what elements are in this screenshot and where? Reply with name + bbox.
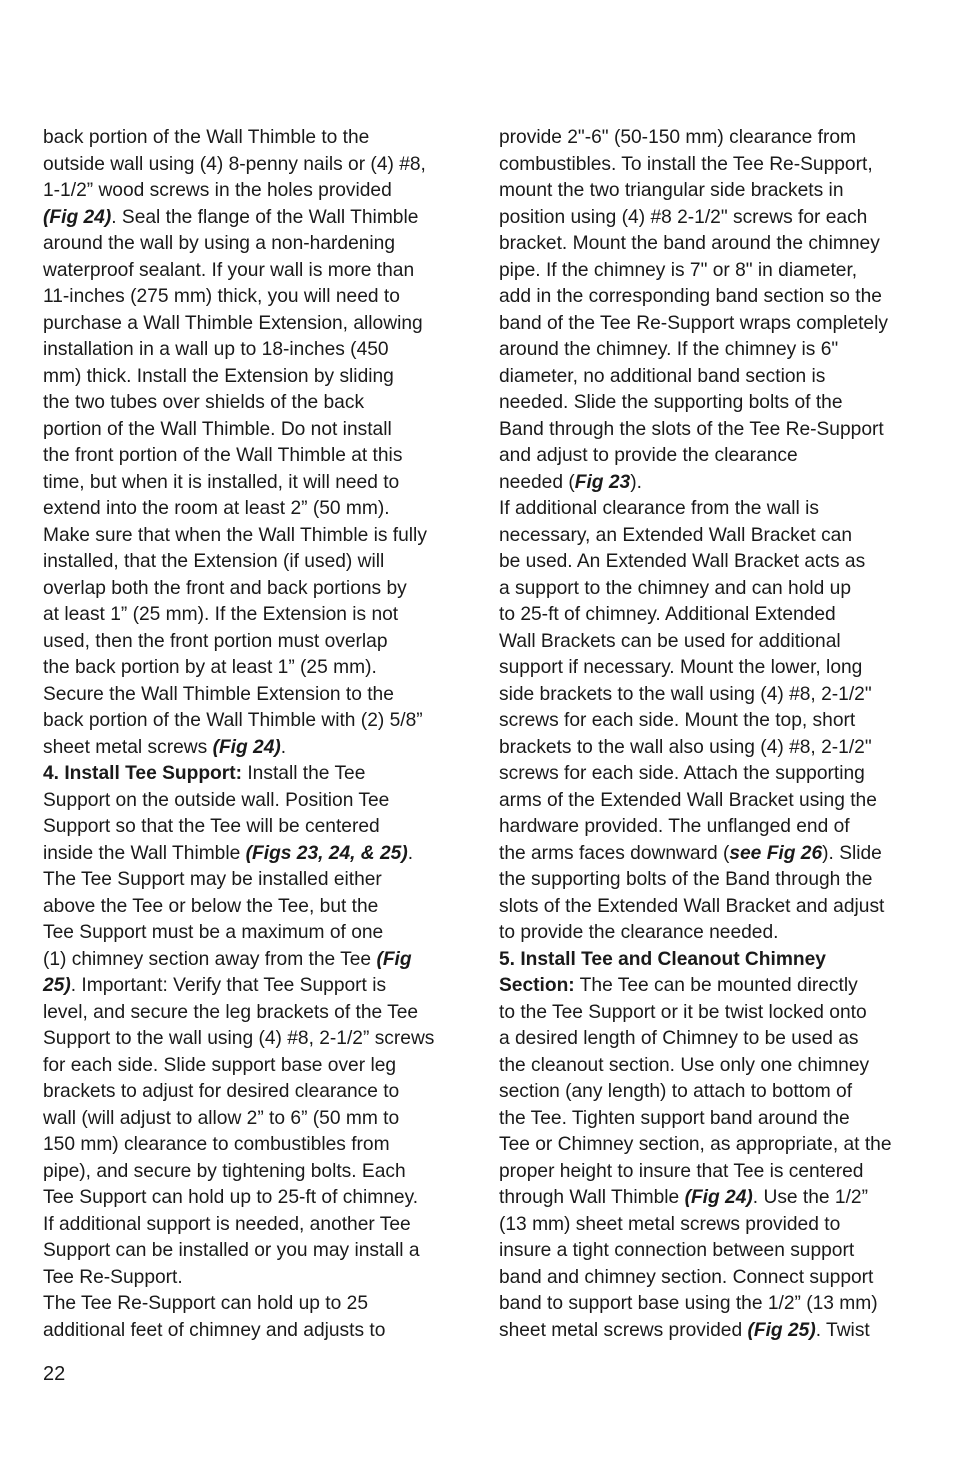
body-text: . Seal the flange of the Wall Thimble bbox=[111, 206, 419, 228]
body-text: waterproof sealant. If your wall is more than bbox=[43, 259, 415, 281]
text-line bbox=[499, 841, 919, 868]
body-text: back portion of the Wall Thimble to the bbox=[43, 127, 370, 148]
text-line bbox=[43, 311, 463, 338]
text-line bbox=[43, 1265, 463, 1292]
text-line bbox=[43, 1212, 463, 1239]
body-text: insure a tight connection between support bbox=[499, 1240, 855, 1261]
body-text: band to support base using the 1/2” (13 mm) bbox=[499, 1293, 878, 1314]
body-text: hardware provided. The unflanged end of bbox=[499, 816, 850, 837]
text-line bbox=[499, 258, 919, 285]
text-line bbox=[499, 1132, 919, 1159]
body-text: to provide the clearance needed. bbox=[499, 922, 779, 943]
text-line bbox=[499, 125, 919, 152]
body-text: Tee Support can hold up to 25-ft of chimney. bbox=[43, 1187, 419, 1208]
body-text: necessary, an Extended Wall Bracket can bbox=[499, 524, 853, 546]
text-line bbox=[499, 629, 919, 656]
emphasis-text: (Figs 23, 24, & 25) bbox=[245, 842, 408, 864]
right-text-column bbox=[499, 125, 919, 1344]
body-text: brackets to the wall also using (4) #8, 2-1/2" bbox=[499, 736, 872, 758]
body-text: provide 2"-6" (50-150 mm) clearance from bbox=[499, 127, 857, 148]
text-line bbox=[43, 1106, 463, 1133]
text-line bbox=[43, 152, 463, 179]
body-text: installed, that the Extension (if used) will bbox=[43, 551, 385, 572]
body-text: sheet metal screws provided bbox=[499, 1319, 748, 1341]
text-line bbox=[499, 655, 919, 682]
text-line bbox=[499, 470, 919, 497]
text-line bbox=[43, 178, 463, 205]
text-line bbox=[43, 1132, 463, 1159]
body-text: Band through the slots of the Tee Re-Support bbox=[499, 418, 884, 440]
text-line bbox=[43, 258, 463, 285]
body-text: The Tee Re-Support can hold up to 25 bbox=[43, 1293, 368, 1314]
body-text: through Wall Thimble bbox=[499, 1187, 685, 1208]
body-text: ). bbox=[630, 471, 642, 493]
body-text: the cleanout section. Use only one chimney bbox=[499, 1054, 870, 1076]
text-line bbox=[499, 417, 919, 444]
text-line bbox=[43, 523, 463, 550]
body-text: Tee or Chimney section, as appropriate, at the bbox=[499, 1134, 892, 1155]
body-text: ). Slide bbox=[822, 842, 882, 864]
body-text: 150 mm) clearance to combustibles from bbox=[43, 1134, 390, 1155]
body-text: Support on the outside wall. Position Tee bbox=[43, 789, 390, 811]
text-line bbox=[499, 1318, 919, 1345]
text-line bbox=[43, 894, 463, 921]
text-line bbox=[43, 602, 463, 629]
text-line bbox=[499, 682, 919, 709]
body-text: pipe. If the chimney is 7" or 8" in diameter, bbox=[499, 259, 858, 281]
body-text: a desired length of Chimney to be used as bbox=[499, 1028, 859, 1049]
text-line bbox=[43, 364, 463, 391]
text-line bbox=[499, 496, 919, 523]
text-line bbox=[43, 655, 463, 682]
text-line bbox=[499, 1185, 919, 1212]
body-text: needed ( bbox=[499, 471, 575, 493]
text-line bbox=[499, 1000, 919, 1027]
text-line bbox=[499, 337, 919, 364]
text-line bbox=[499, 1265, 919, 1292]
body-text: Install the Tee bbox=[242, 763, 366, 784]
text-line bbox=[499, 205, 919, 232]
text-line bbox=[499, 920, 919, 947]
body-text: wall (will adjust to allow 2” to 6” (50 mm to bbox=[43, 1107, 400, 1129]
body-text: back portion of the Wall Thimble with (2) 5/8” bbox=[43, 710, 423, 731]
text-line bbox=[43, 1159, 463, 1186]
body-text: level, and secure the leg brackets of the Tee bbox=[43, 1001, 419, 1023]
body-text: The Tee can be mounted directly bbox=[574, 975, 858, 996]
text-line bbox=[43, 417, 463, 444]
body-text: outside wall using (4) 8-penny nails or (4) #8, bbox=[43, 153, 426, 175]
text-line bbox=[499, 894, 919, 921]
body-text: add in the corresponding band section so the bbox=[499, 286, 882, 307]
text-line bbox=[499, 1053, 919, 1080]
body-text: and adjust to provide the clearance bbox=[499, 445, 798, 466]
text-line bbox=[43, 735, 463, 762]
body-text: The Tee Support may be installed either bbox=[43, 869, 382, 890]
text-line bbox=[499, 152, 919, 179]
text-line bbox=[43, 1291, 463, 1318]
body-text: sheet metal screws bbox=[43, 736, 213, 758]
body-text: screws for each side. Attach the supporting bbox=[499, 763, 865, 784]
text-line bbox=[499, 390, 919, 417]
emphasis-text: 5. Install Tee and Cleanout Chimney bbox=[499, 948, 826, 970]
body-text: . bbox=[407, 842, 414, 864]
text-line bbox=[43, 1000, 463, 1027]
body-text: Support can be installed or you may install a bbox=[43, 1240, 420, 1261]
text-line bbox=[499, 1106, 919, 1133]
body-text: Make sure that when the Wall Thimble is fully bbox=[43, 524, 427, 546]
emphasis-text: (Fig 25) bbox=[747, 1319, 816, 1341]
text-line bbox=[499, 284, 919, 311]
emphasis-text: Section: bbox=[499, 975, 575, 996]
emphasis-text: 4. Install Tee Support: bbox=[43, 763, 243, 784]
text-line bbox=[499, 178, 919, 205]
text-line bbox=[499, 1079, 919, 1106]
body-text: 1-1/2” wood screws in the holes provided bbox=[43, 180, 392, 201]
body-text: the Tee. Tighten support band around the bbox=[499, 1107, 850, 1129]
text-line bbox=[43, 682, 463, 709]
text-line bbox=[499, 735, 919, 762]
emphasis-text: (Fig bbox=[376, 948, 412, 970]
body-text: time, but when it is installed, it will need to bbox=[43, 471, 400, 493]
body-text: portion of the Wall Thimble. Do not install bbox=[43, 418, 392, 440]
body-text: the front portion of the Wall Thimble at this bbox=[43, 445, 403, 466]
text-line bbox=[499, 576, 919, 603]
body-text: at least 1” (25 mm). If the Extension is not bbox=[43, 604, 399, 625]
emphasis-text: (Fig 24) bbox=[684, 1187, 753, 1208]
text-line bbox=[43, 1185, 463, 1212]
emphasis-text: Fig 23 bbox=[574, 471, 631, 493]
body-text: side brackets to the wall using (4) #8, 2-1/2" bbox=[499, 683, 872, 705]
text-line bbox=[43, 841, 463, 868]
text-line bbox=[499, 1212, 919, 1239]
text-line bbox=[43, 1079, 463, 1106]
text-line bbox=[43, 973, 463, 1000]
text-line bbox=[499, 1238, 919, 1265]
body-text: screws for each side. Mount the top, short bbox=[499, 710, 856, 731]
body-text: Support to the wall using (4) #8, 2-1/2” screws bbox=[43, 1028, 435, 1049]
left-text-column bbox=[43, 125, 463, 1344]
text-line bbox=[43, 496, 463, 523]
text-line bbox=[43, 390, 463, 417]
text-line bbox=[43, 1053, 463, 1080]
text-line bbox=[43, 1238, 463, 1265]
text-line bbox=[499, 708, 919, 735]
body-text: band and chimney section. Connect support bbox=[499, 1266, 874, 1288]
text-line bbox=[499, 311, 919, 338]
body-text: purchase a Wall Thimble Extension, allowing bbox=[43, 312, 423, 334]
text-line bbox=[43, 470, 463, 497]
text-line bbox=[43, 1026, 463, 1053]
text-line bbox=[43, 761, 463, 788]
body-text: around the chimney. If the chimney is 6" bbox=[499, 339, 839, 360]
text-line bbox=[43, 867, 463, 894]
body-text: slots of the Extended Wall Bracket and adjust bbox=[499, 895, 885, 917]
body-text: for each side. Slide support base over leg bbox=[43, 1054, 397, 1076]
text-line bbox=[499, 523, 919, 550]
text-line bbox=[499, 867, 919, 894]
body-text: support if necessary. Mount the lower, long bbox=[499, 657, 863, 678]
body-text: brackets to adjust for desired clearance to bbox=[43, 1081, 400, 1102]
body-text: used, then the front portion must overlap bbox=[43, 630, 388, 652]
body-text: the arms faces downward ( bbox=[499, 842, 730, 864]
body-text: section (any length) to attach to bottom of bbox=[499, 1081, 853, 1102]
body-text: above the Tee or below the Tee, but the bbox=[43, 895, 379, 917]
text-line bbox=[499, 549, 919, 576]
text-line bbox=[43, 629, 463, 656]
text-line bbox=[499, 364, 919, 391]
text-line bbox=[499, 761, 919, 788]
body-text: installation in a wall up to 18-inches (450 bbox=[43, 339, 389, 360]
body-text: 11-inches (275 mm) thick, you will need to bbox=[43, 286, 400, 307]
emphasis-text: (Fig 24) bbox=[212, 736, 281, 758]
body-text: position using (4) #8 2-1/2" screws for each bbox=[499, 206, 868, 228]
page-number: 22 bbox=[43, 1363, 66, 1385]
body-text: If additional support is needed, another Tee bbox=[43, 1213, 411, 1235]
emphasis-text: 25) bbox=[43, 975, 71, 996]
text-line bbox=[43, 576, 463, 603]
text-line bbox=[499, 443, 919, 470]
body-text: the back portion by at least 1” (25 mm). bbox=[43, 657, 377, 678]
body-text: needed. Slide the supporting bolts of the bbox=[499, 392, 843, 413]
body-text: overlap both the front and back portions by bbox=[43, 577, 407, 599]
text-line bbox=[499, 814, 919, 841]
body-text: to 25-ft of chimney. Additional Extended bbox=[499, 604, 836, 625]
body-text: a support to the chimney and can hold up bbox=[499, 577, 852, 599]
text-line bbox=[499, 947, 919, 974]
body-text: Wall Brackets can be used for additional bbox=[499, 630, 841, 652]
text-line bbox=[499, 973, 919, 1000]
text-line bbox=[499, 788, 919, 815]
body-text: inside the Wall Thimble bbox=[43, 842, 246, 864]
body-text: around the wall by using a non-hardening bbox=[43, 233, 396, 254]
body-text: diameter, no additional band section is bbox=[499, 365, 826, 387]
body-text: Secure the Wall Thimble Extension to the bbox=[43, 683, 394, 705]
body-text: be used. An Extended Wall Bracket acts as bbox=[499, 551, 866, 572]
text-line bbox=[499, 602, 919, 629]
text-line bbox=[43, 947, 463, 974]
text-line bbox=[43, 205, 463, 232]
emphasis-text: see Fig 26 bbox=[729, 842, 823, 864]
body-text: band of the Tee Re-Support wraps completely bbox=[499, 312, 888, 334]
text-line bbox=[43, 814, 463, 841]
body-text: If additional clearance from the wall is bbox=[499, 498, 819, 519]
text-line bbox=[499, 1026, 919, 1053]
emphasis-text: (Fig 24) bbox=[43, 206, 112, 228]
text-line bbox=[499, 231, 919, 258]
body-text: pipe), and secure by tightening bolts. Each bbox=[43, 1160, 406, 1182]
body-text: (13 mm) sheet metal screws provided to bbox=[499, 1213, 841, 1235]
body-text: combustibles. To install the Tee Re-Support, bbox=[499, 153, 873, 175]
body-text: bracket. Mount the band around the chimney bbox=[499, 233, 880, 254]
body-text: . bbox=[280, 736, 287, 758]
text-line bbox=[43, 788, 463, 815]
body-text: additional feet of chimney and adjusts to bbox=[43, 1319, 386, 1341]
body-text: extend into the room at least 2” (50 mm). bbox=[43, 498, 390, 519]
body-text: (1) chimney section away from the Tee bbox=[43, 948, 377, 970]
text-line bbox=[43, 443, 463, 470]
text-line bbox=[43, 231, 463, 258]
body-text: Tee Support must be a maximum of one bbox=[43, 922, 384, 943]
body-text: mount the two triangular side brackets in bbox=[499, 180, 844, 201]
body-text: . Important: Verify that Tee Support is bbox=[70, 975, 387, 996]
text-line bbox=[43, 708, 463, 735]
text-line bbox=[43, 549, 463, 576]
text-line bbox=[499, 1159, 919, 1186]
text-line bbox=[43, 1318, 463, 1345]
text-line bbox=[499, 1291, 919, 1318]
text-line bbox=[43, 920, 463, 947]
body-text: . Use the 1/2” bbox=[752, 1187, 868, 1208]
text-line bbox=[43, 337, 463, 364]
body-text: proper height to insure that Tee is centered bbox=[499, 1160, 864, 1182]
text-line bbox=[43, 125, 463, 152]
body-text: to the Tee Support or it be twist locked onto bbox=[499, 1001, 867, 1023]
body-text: mm) thick. Install the Extension by sliding bbox=[43, 365, 394, 387]
body-text: Tee Re-Support. bbox=[43, 1266, 183, 1288]
body-text: arms of the Extended Wall Bracket using the bbox=[499, 789, 877, 811]
body-text: the supporting bolts of the Band through the bbox=[499, 869, 873, 890]
body-text: Support so that the Tee will be centered bbox=[43, 816, 380, 837]
text-line bbox=[43, 284, 463, 311]
body-text: . Twist bbox=[815, 1319, 870, 1341]
body-text: the two tubes over shields of the back bbox=[43, 392, 365, 413]
